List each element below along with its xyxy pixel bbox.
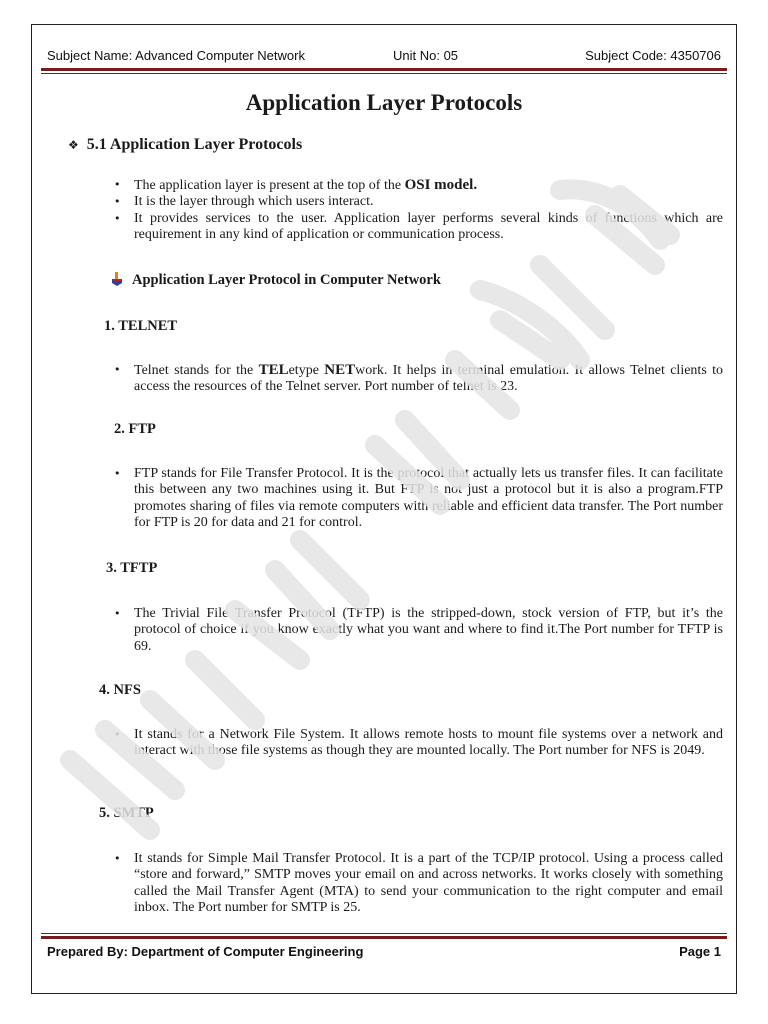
smtp-heading: 5. SMTP	[99, 805, 154, 821]
telnet-heading: 1. TELNET	[104, 318, 178, 334]
ftp-list	[110, 466, 723, 532]
page-title: Application Layer Protocols	[245, 90, 523, 115]
intro-bullet-list	[110, 177, 723, 244]
page-header	[47, 46, 721, 66]
page-footer	[47, 942, 721, 962]
list-item: • It is the layer through which users interact.	[110, 194, 723, 210]
header-rule	[41, 68, 727, 71]
diamond-bullet-icon: ❖	[68, 138, 79, 152]
bullet-text: The application layer is present at the top of the	[134, 178, 405, 193]
section-heading-text: 5.1 Application Layer Protocols	[86, 136, 303, 153]
subheading	[110, 272, 441, 289]
prepared-by: Prepared By: Department of Computer Engineering	[47, 944, 364, 959]
nfs-list	[110, 727, 723, 760]
tftp-list	[110, 606, 723, 655]
telnet-text-2: etype	[288, 363, 325, 378]
header-rule-thin	[41, 73, 727, 74]
nfs-heading: 4. NFS	[99, 682, 141, 698]
unit-number: Unit No: 05	[393, 48, 459, 63]
telnet-bold-net: NET	[324, 362, 356, 378]
page-number: Page 1	[679, 944, 721, 959]
pointing-hand-icon	[110, 272, 124, 286]
list-item: • The Trivial File Transfer Protocol (TFTP) is the stripped-down, stock version of FTP, but it’s the protocol of choice if you know exactly what you want and where to find it.The Port number for TFTP is 69.	[110, 606, 723, 655]
list-item: • It stands for a Network File System. It allows remote hosts to mount file systems over a network and interact with those file systems as though they are mounted locally. The Port number for NFS is 2049.	[110, 727, 723, 760]
list-item	[110, 362, 723, 396]
telnet-text-3: work. It helps in terminal emulation. It allows Telnet clients to access the resources of the Telnet server. Port number of telnet is 23.	[134, 363, 723, 395]
subject-code: Subject Code: 4350706	[585, 48, 721, 63]
smtp-list	[110, 851, 723, 917]
telnet-text-1: Telnet stands for the	[134, 363, 259, 378]
footer-rule-thin	[41, 933, 727, 934]
subject-name: Subject Name: Advanced Computer Network	[47, 48, 305, 63]
osi-model-bold: OSI model.	[404, 177, 478, 193]
subheading-text: Application Layer Protocol in Computer Network	[132, 272, 441, 288]
footer-rule	[41, 936, 727, 939]
telnet-list	[110, 362, 723, 396]
list-item: • It provides services to the user. Application layer performs several kinds of functions which are requirement in any kind of application or communication process.	[110, 211, 723, 244]
tftp-heading: 3. TFTP	[106, 560, 158, 576]
list-item: • FTP stands for File Transfer Protocol. It is the protocol that actually lets us transfer files. It can facilitate this between any two machines using it. But FTP is not just a protocol but it is also a program.FTP promotes sharing of files via remote computers with reliable and efficient data transfer. The Port number for FTP is 20 for data and 21 for control.	[110, 466, 723, 532]
section-heading	[68, 136, 302, 154]
ftp-heading: 2. FTP	[114, 421, 156, 437]
list-item	[110, 177, 723, 194]
telnet-bold-tel: TEL	[258, 362, 289, 378]
list-item: • It stands for Simple Mail Transfer Protocol. It is a part of the TCP/IP protocol. Using a process called “store and forward,” SMTP moves your email on and across networks. It works closely with something called the Mail Transfer Agent (MTA) to send your communication to the right computer and email inbox. The Port number for SMTP is 25.	[110, 851, 723, 917]
